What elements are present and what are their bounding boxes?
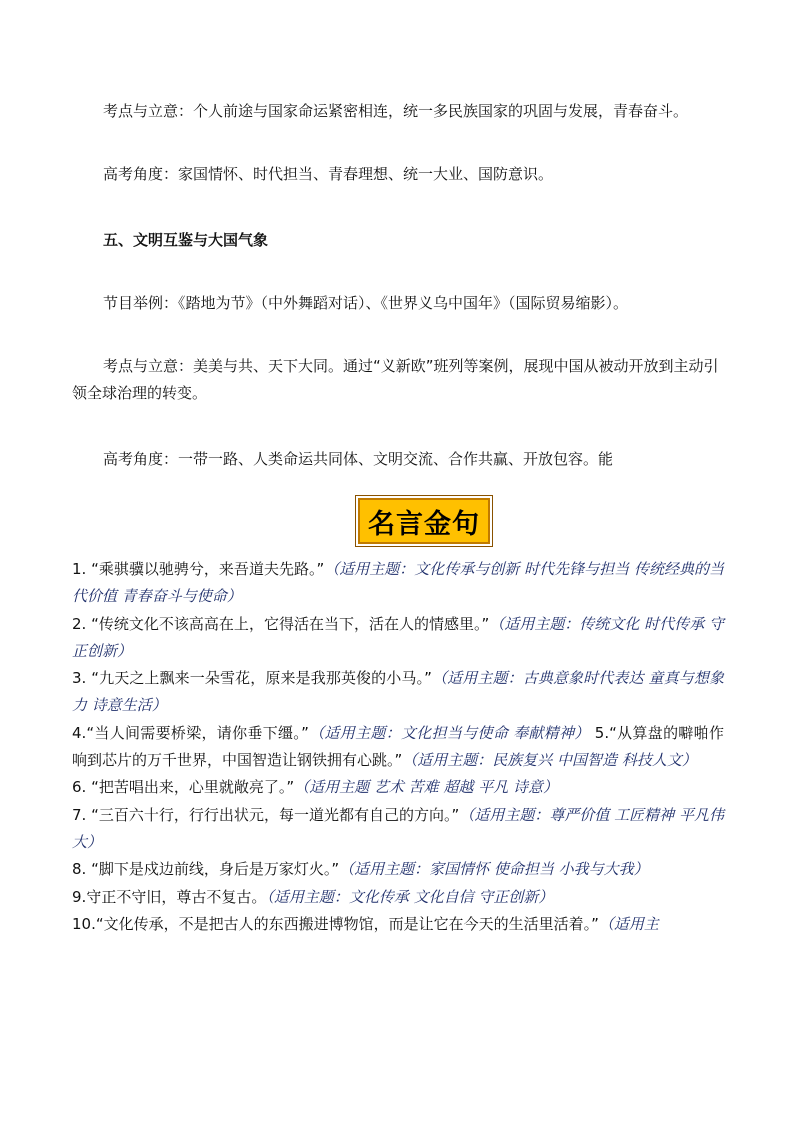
quote-number: 9. (72, 887, 87, 906)
quote-item-2 (72, 611, 724, 666)
quote-number: 5. (594, 723, 610, 742)
quote-text: 守正不守旧，尊古不复古。 (86, 887, 267, 906)
quote-theme-hint: （适用主题：尊严价值 工匠精神 平凡伟大） (72, 805, 724, 851)
quote-text: “文化传承，不是把古人的东西搬进博物馆，而是让它在今天的生活里活着。” (95, 914, 599, 933)
quote-theme-hint: （适用主题：文化传承与创新 时代先锋与担当 传统经典的当代价值 青春奋斗与使命） (72, 560, 724, 606)
quotes-list (72, 556, 724, 938)
quote-number: 1. (72, 560, 87, 578)
section4-gaokao: 高考角度：家国情怀、时代担当、青春理想、统一大业、国防意识。 (103, 165, 554, 183)
quote-text: “从算盘的噼啪作响到芯片的万千世界，中国智造让钢铁拥有心跳。” (72, 723, 724, 770)
quote-item-1 (72, 556, 724, 611)
quote-number: 7. (72, 805, 87, 824)
section5-heading: 五、文明互鉴与大国气象 (103, 231, 269, 249)
quote-item-10 (72, 911, 724, 938)
quote-theme-hint: （适用主题：传统文化 时代传承 守正创新） (72, 614, 724, 660)
quote-item-9 (72, 884, 724, 911)
quote-text: “脚下是戍边前线，身后是万家灯火。” (91, 860, 340, 879)
section4-kaodian: 考点与立意：个人前途与国家命运紧密相连，统一多民族国家的巩固与发展，青春奋斗。 (103, 102, 689, 120)
quote-item-4-5 (72, 720, 724, 775)
quote-text: “三百六十行，行行出状元，每一道光都有自己的方向。” (91, 805, 460, 824)
quote-text: “乘骐骥以驰骋兮，来吾道夫先路。” (91, 560, 325, 578)
section5-jiemu: 节目举例：《踏地为节》（中外舞蹈对话）、《世界义乌中国年》（国际贸易缩影）。 (103, 294, 629, 312)
quote-theme-hint: （适用主题 艺术 苦难 超越 平凡 诗意） (294, 778, 558, 797)
quote-number: 3. (72, 669, 87, 688)
quote-theme-hint: （适用主题：古典意象时代表达 童真与想象力 诗意生活） (72, 669, 724, 715)
quote-item-6 (72, 774, 724, 801)
quote-item-7 (72, 802, 724, 857)
quote-theme-hint: （适用主题：民族复兴 中国智造 科技人文） (402, 751, 697, 770)
quote-theme-hint: （适用主题：家国情怀 使命担当 小我与大我） (339, 860, 649, 879)
quote-number: 2. (72, 614, 87, 633)
quote-number: 4. (72, 723, 87, 742)
section5-gaokao: 高考角度：一带一路、人类命运共同体、文明交流、合作共赢、开放包容。能 (103, 450, 614, 468)
quote-item-8 (72, 856, 724, 883)
quote-text: “把苦唱出来，心里就敞亮了。” (91, 778, 295, 797)
famous-quotes-banner: 名言金句 (358, 498, 490, 544)
quote-text: “九天之上飘来一朵雪花，原来是我那英俊的小马。” (91, 669, 432, 688)
quote-item-3 (72, 665, 724, 720)
quote-number: 6. (72, 778, 87, 797)
quote-number: 10. (72, 914, 96, 933)
quote-theme-hint: （适用主题：文化担当与使命 奉献精神） (308, 723, 590, 742)
quote-text: “传统文化不该高高在上，它得活在当下，活在人的情感里。” (91, 614, 490, 633)
quote-number: 8. (72, 860, 87, 879)
quote-theme-hint: （适用主题：文化传承 文化自信 守正创新） (266, 887, 554, 906)
quote-theme-hint: （适用主 (598, 914, 659, 933)
section5-kaodian: 考点与立意：美美与共、天下大同。通过“义新欧”班列等案例，展现中国从被动开放到主动引领全球治理的转变。 (72, 357, 719, 402)
quote-text: “当人间需要桥梁，请你垂下缰。” (86, 723, 309, 742)
